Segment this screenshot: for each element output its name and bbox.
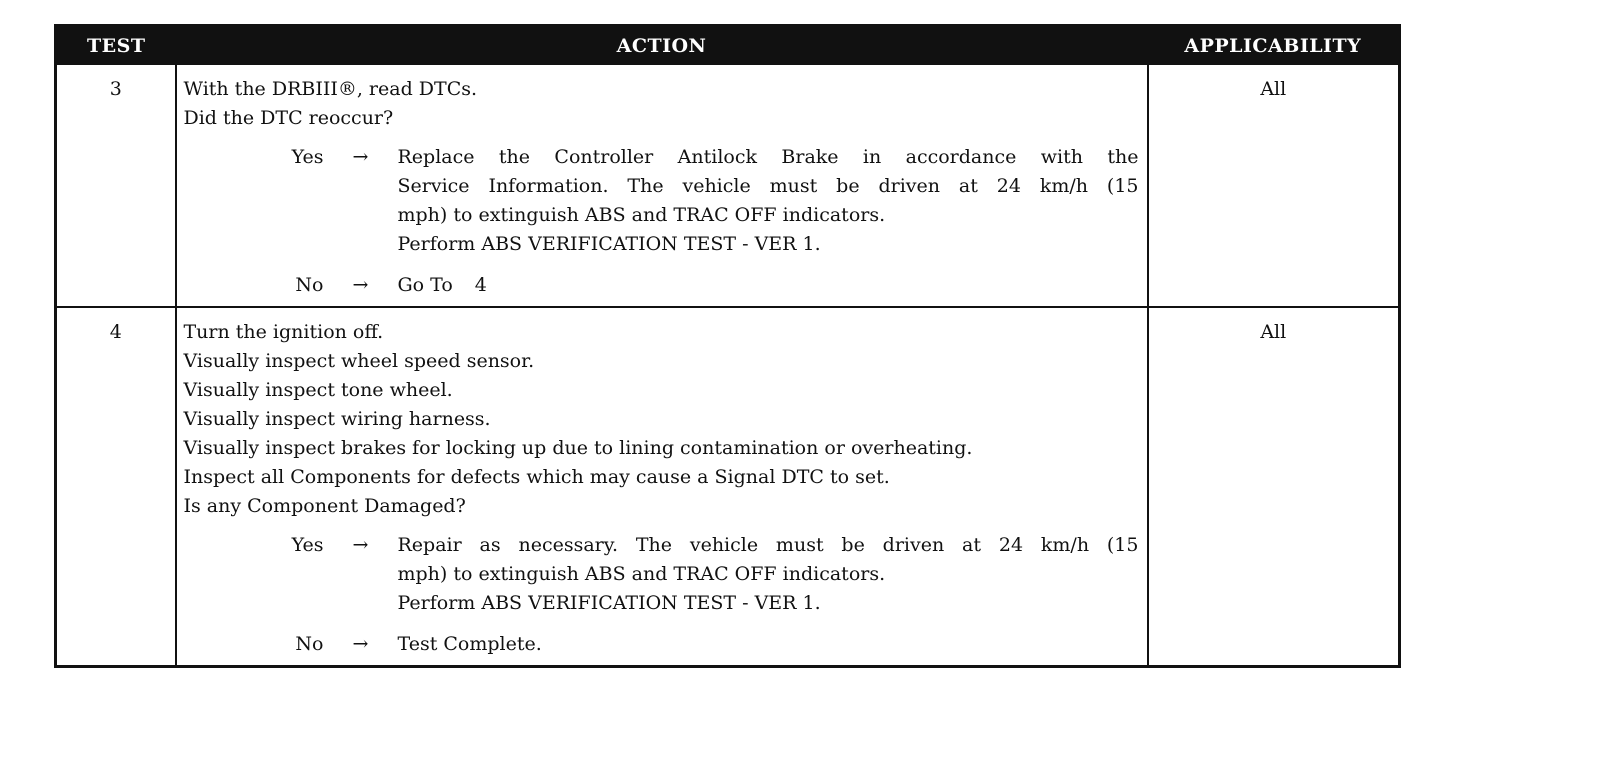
applicability-value: All [1148, 307, 1400, 667]
test-number: 4 [56, 307, 176, 667]
yes-instructions [398, 531, 1139, 618]
no-branch [184, 271, 1139, 300]
right-arrow-icon: → [352, 274, 369, 296]
action-step: Visually inspect brakes for locking up due to lining contamination or overheating. [183, 437, 973, 459]
yes-line: mph) to extinguish ABS and TRAC OFF indicators. [397, 563, 886, 585]
yes-line: mph) to extinguish ABS and TRAC OFF indicators. [397, 204, 886, 226]
header-applicability: APPLICABILITY [1148, 26, 1400, 66]
right-arrow-icon: → [352, 534, 369, 556]
right-arrow-icon: → [352, 633, 369, 655]
action-cell [176, 65, 1148, 307]
table-row-test-3 [56, 65, 1400, 307]
table-header [56, 26, 1400, 66]
action-step: Visually inspect wiring harness. [183, 408, 491, 430]
test-number: 3 [56, 65, 176, 307]
action-cell [176, 307, 1148, 667]
action-step: Inspect all Components for defects which may cause a Signal DTC to set. [183, 466, 890, 488]
yes-label: Yes [291, 534, 324, 556]
yes-line: Repair as necessary. The vehicle must be driven at 24 km/h (15 [397, 534, 1139, 556]
yes-line: Perform ABS VERIFICATION TEST - VER 1. [397, 233, 821, 255]
no-instructions [398, 271, 1139, 300]
table-row-test-4 [56, 307, 1400, 667]
no-branch [184, 630, 1139, 659]
action-step: Visually inspect wheel speed sensor. [183, 350, 535, 372]
header-action: ACTION [176, 26, 1148, 66]
applicability-value: All [1148, 65, 1400, 307]
goto-test-number: 4 [474, 274, 487, 296]
yes-label: Yes [291, 146, 324, 168]
goto-text: Go To [397, 274, 453, 296]
no-instructions: Test Complete. [397, 633, 542, 655]
yes-line: Replace the Controller Antilock Brake in accordance with the [397, 146, 1139, 168]
action-step: Visually inspect tone wheel. [183, 379, 453, 401]
yes-line: Perform ABS VERIFICATION TEST - VER 1. [397, 592, 821, 614]
yes-line: Service Information. The vehicle must be driven at 24 km/h (15 [397, 175, 1139, 197]
action-question: Is any Component Damaged? [183, 495, 466, 517]
yes-branch [184, 143, 1139, 259]
action-step: Turn the ignition off. [183, 321, 384, 343]
right-arrow-icon: → [352, 146, 369, 168]
header-row [56, 26, 1400, 66]
action-question: Did the DTC reoccur? [183, 107, 394, 129]
yes-branch [184, 531, 1139, 618]
diagnostic-test-table [54, 24, 1401, 668]
no-label: No [295, 633, 324, 655]
yes-instructions [398, 143, 1139, 259]
no-label: No [295, 274, 324, 296]
header-test: TEST [56, 26, 176, 66]
action-step: With the DRBIII®, read DTCs. [183, 78, 478, 100]
